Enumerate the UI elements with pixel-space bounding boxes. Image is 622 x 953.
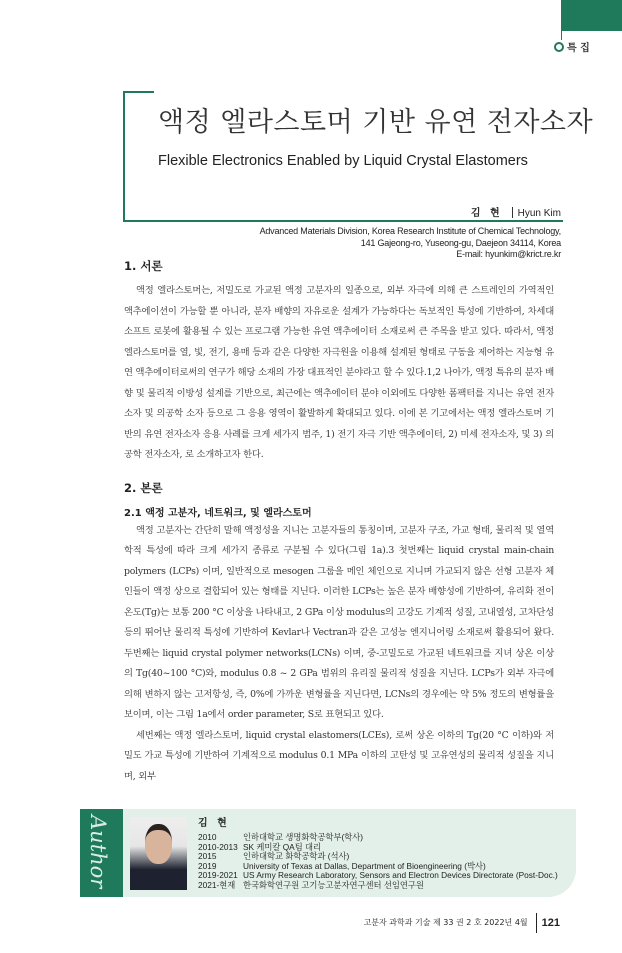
bio-year: 2010-2013 [198, 841, 238, 852]
affiliation-line: 141 Gajeong-ro, Yuseong-gu, Daejeon 34114, Korea [360, 237, 561, 248]
bio-name: 김 현 [198, 818, 230, 829]
page-number: 121 [541, 916, 560, 929]
footer-divider [536, 913, 537, 933]
author-photo-head [145, 824, 172, 864]
author-name-en: Hyun Kim [517, 208, 561, 219]
bio [198, 809, 576, 897]
author-label-bar [80, 809, 123, 897]
article-body [86, 0, 560, 933]
body-paragraph: 액정 고분자는 간단히 말해 액정성을 지니는 고분자들의 통칭이며, 고분자 구조, 가교 형태, 물리적 및 열역학적 특성에 따라 크게 세가지 종류로 구분될 수 있다(그림 1a).3 첫번째는 liquid crystal main-chain polymers (LCPs) 이며, 일반적으로 mesogen 그룹을 메인 체인으로 지니며 가교되지 않은 선형 고분자 체인들이 액정 상으로 결합되어 있는 형태를 지닌다. 이러한 LCPs는 높은 분자 배향성에 기반하여, 유리화 전이 온도(Tg)는 보통 200 °C 이상을 나타내고, 2 GPa 이상 modulus의 고강도 기계적 성질, 고내열성, 고차단성 등의 뛰어난 물리적 특성에 기반하여 Kevlar나 Vectran과 같은 고성능 엔지니어링 소재로써 활용되어 왔다. 두번째는 liquid crystal polymer networks(LCNs) 이며, 중-고밀도로 가교된 네트워크를 지녀 상온 이상의 Tg(40~100 °C)와, modulus 0.8 ~ 2 GPa 범위의 유리질 물리적 성질을 지닌다. LCPs가 외부 자극에 의해 변하지 않는 고저항성, 즉, 0%에 가까운 변형률을 지닌다면, LCNs의 경우에는 약 5% 정도의 변형률을 보이며, 이는 그림 1a에서 order parameter, S로 표현되고 있다. [124, 524, 554, 720]
intro-paragraph: 액정 엘라스토머는, 저밀도로 가교된 액정 고분자의 일종으로, 외부 자극에 의해 큰 스트레인의 가역적인 액추에이션이 가능할 뿐 아니라, 분자 배향의 자유로운 설계가 가능하다는 독보적인 특성에 기반하여, 차세대 소프트 로봇에 활용될 수 있는 프로그램 가능한 유연 액추에이터 소재로써 큰 주목을 받고 있다. 따라서, 액정 엘라스토머를 열, 빛, 전기, 용매 등과 같은 다양한 자극원을 이용해 설계된 형태로 구동을 제어하는 지능형 유연 액추에이터로써의 연구가 해당 소재의 가장 대표적인 분야라고 할 수 있다.1,2 나아가, 액정 특유의 분자 배향 및 물리적 이방성 설계를 기반으로, 최근에는 액추에이터 분야 이외에도 다양한 폼팩터를 지니는 유연 전자소자 및 의공학 소자 등으로 그 응용 영역이 활발하게 확대되고 있다. 이에 본 기고에서는 액정 엘라스토머 기반의 유연 전자소자 응용 사례를 크게 세가지 범주, 1) 전기 자극 기반 액추에이터, 2) 미세 전자소자, 및 3) 의공학 전자소자, 로 소개하고자 한다. [124, 285, 554, 460]
author-box [80, 809, 576, 897]
bio-text: US Army Research Laboratory, Sensors and Electron Devices Directorate (Post-Doc.) [243, 870, 558, 881]
bio-entry [198, 833, 570, 843]
corner-accent [562, 0, 622, 31]
affiliation-email: E-mail: hyunkim@krict.re.kr [456, 249, 561, 259]
bio-list [198, 833, 570, 891]
bio-entry [198, 862, 570, 872]
bio-year: 2010 [198, 832, 217, 842]
footer-row [124, 913, 560, 933]
affiliation-line: Advanced Materials Division, Korea Research Institute of Chemical Technology, [259, 226, 561, 236]
bio-text: 인하대학교 화학공학과 (석사) [243, 851, 350, 862]
author-name-ko: 김 현 [470, 208, 503, 219]
bio-entry [198, 881, 570, 891]
section-heading-intro: 1. 서론 [124, 259, 163, 273]
bio-text: University of Texas at Dallas, Department of Bioengineering (박사) [243, 860, 486, 871]
journal-footer: 고분자 과학과 기술 제 33 권 2 호 2022년 4월 [363, 918, 528, 928]
bio-entry [198, 871, 570, 881]
section-heading-body: 2. 본론 [124, 480, 163, 495]
bio-text: 한국화학연구원 고기능고분자연구센터 선임연구원 [243, 879, 424, 890]
circle-icon [554, 42, 564, 52]
article-subtitle: Flexible Electronics Enabled by Liquid Crystal Elastomers [158, 153, 528, 169]
section-tag-label: 특 집 [567, 43, 590, 54]
bio-text: SK 케미칼 QA팀 대리 [243, 841, 322, 852]
bio-year: 2015 [198, 851, 217, 862]
author-label: Author [86, 815, 110, 889]
bio-year: 2021-현재 [198, 879, 236, 890]
author-photo [130, 817, 187, 890]
section-tag [554, 39, 590, 54]
bio-entry [198, 852, 570, 862]
bio-entry [198, 843, 570, 853]
body-paragraph: 세번째는 액정 엘라스토머, liquid crystal elastomers(LCEs), 로써 상온 이하의 Tg(20 °C 이하)와 저밀도 가교 특성에 기반하여 기계적으로 modulus 0.1 MPa 이하의 고탄성 및 고유연성의 물리적 성질을 지니며, 외부 [124, 729, 554, 782]
corner-line [561, 0, 562, 40]
bio-year: 2019-2021 [198, 870, 238, 881]
bio-year: 2019 [198, 860, 217, 871]
subsection-heading: 2.1 액정 고분자, 네트워크, 및 엘라스토머 [124, 507, 312, 519]
bio-text: 인하대학교 생명화학공학부(학사) [243, 832, 364, 842]
article-title: 액정 엘라스토머 기반 유연 전자소자 [158, 107, 594, 138]
